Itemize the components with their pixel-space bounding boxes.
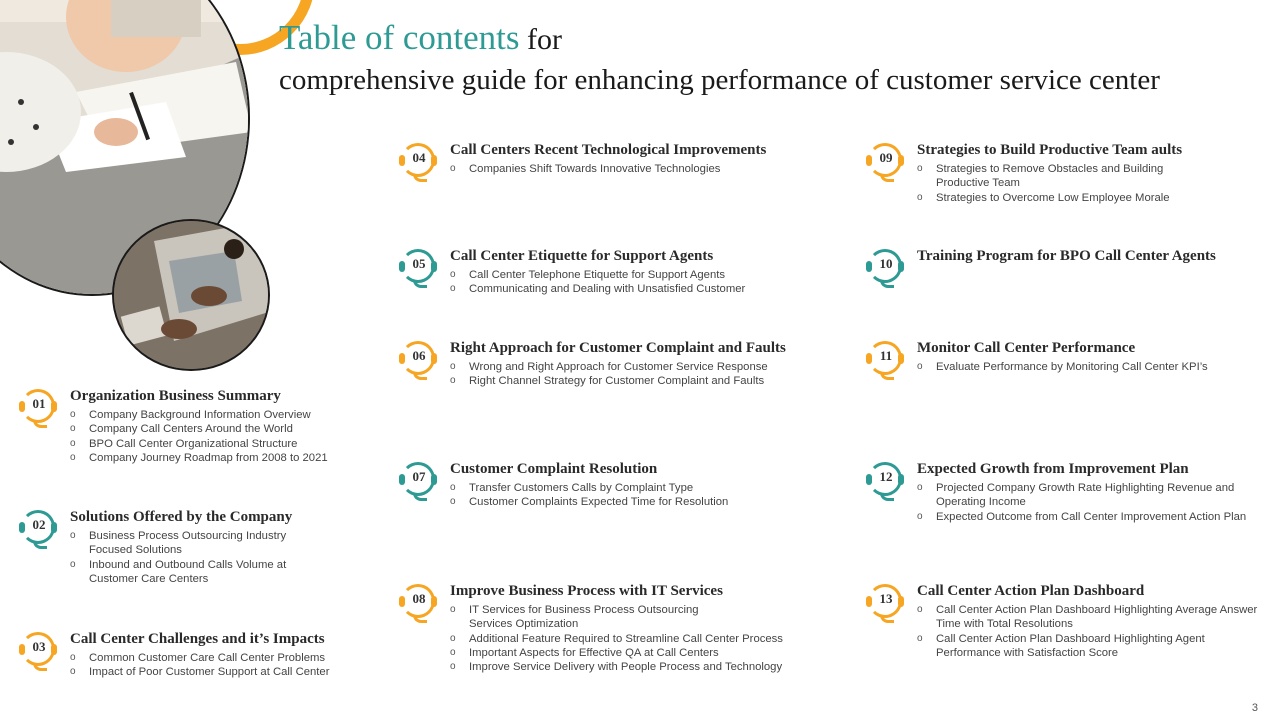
list-item: o Evaluate Performance by Monitoring Call Center KPI’s — [917, 360, 1247, 374]
list-item: o Company Background Information Overview — [70, 408, 360, 422]
list-item: o Call Center Action Plan Dashboard Highlighting Agent Performance with Satisfaction Score — [917, 632, 1262, 661]
list-item: o Improve Service Delivery with People Process and Technology — [450, 660, 815, 674]
list-item: o Additional Feature Required to Streamline Call Center Process — [450, 632, 815, 646]
section-number: 05 — [412, 256, 426, 271]
page-number: 3 — [1251, 702, 1258, 714]
headset-icon — [397, 338, 441, 384]
section-title: Call Center Challenges and it’s Impacts — [70, 631, 325, 647]
headset-icon — [397, 246, 441, 292]
list-item: o Call Center Telephone Etiquette for Support Agents — [450, 268, 810, 282]
section-number: 04 — [412, 150, 426, 165]
list-item: o Projected Company Growth Rate Highlighting Revenue and Operating Income — [917, 481, 1257, 510]
section-number: 13 — [879, 591, 893, 606]
section-title: Strategies to Build Productive Team aults — [917, 142, 1183, 158]
section-title: Customer Complaint Resolution — [450, 461, 658, 477]
headset-icon — [864, 459, 908, 505]
section-number: 09 — [879, 150, 893, 165]
list-item: o Common Customer Care Call Center Problems — [70, 651, 360, 665]
list-item: o Company Journey Roadmap from 2008 to 2021 — [70, 451, 360, 465]
section-title: Call Center Etiquette for Support Agents — [450, 248, 714, 264]
list-item: o Inbound and Outbound Calls Volume at Customer Care Centers — [70, 558, 315, 587]
list-item: o Important Aspects for Effective QA at Call Centers — [450, 646, 815, 660]
list-item: o Call Center Action Plan Dashboard Highlighting Average Answer Time with Total Resolutions — [917, 603, 1262, 632]
list-item: o Transfer Customers Calls by Complaint Type — [450, 481, 810, 495]
headset-icon — [397, 140, 441, 186]
section-title: Monitor Call Center Performance — [917, 340, 1136, 356]
section-title: Solutions Offered by the Company — [70, 509, 293, 525]
headset-icon — [397, 581, 441, 627]
list-item: o Expected Outcome from Call Center Improvement Action Plan — [917, 510, 1257, 524]
section-number: 08 — [412, 591, 426, 606]
section-number: 11 — [879, 348, 893, 363]
section-title: Call Centers Recent Technological Improvements — [450, 142, 767, 158]
headset-icon — [397, 459, 441, 505]
page-title: Table of contents for — [279, 18, 563, 57]
headset-icon — [17, 507, 61, 553]
section-number: 01 — [32, 396, 46, 411]
section-title: Organization Business Summary — [70, 388, 281, 404]
page-subtitle: comprehensive guide for enhancing performance of customer service center — [279, 64, 1160, 96]
section-title: Expected Growth from Improvement Plan — [917, 461, 1189, 477]
headset-icon — [17, 386, 61, 432]
section-number: 07 — [412, 469, 426, 484]
list-item: o Communicating and Dealing with Unsatisfied Customer — [450, 282, 810, 296]
list-item: o Business Process Outsourcing Industry Focused Solutions — [70, 529, 315, 558]
list-item: o Customer Complaints Expected Time for Resolution — [450, 495, 810, 509]
section-number: 10 — [879, 256, 893, 271]
list-item: o IT Services for Business Process Outsourcing Services Optimization — [450, 603, 739, 632]
list-item: o BPO Call Center Organizational Structure — [70, 437, 360, 451]
list-item: o Companies Shift Towards Innovative Technologies — [450, 162, 810, 176]
list-item: o Strategies to Remove Obstacles and Building Productive Team — [917, 162, 1217, 191]
section-title: Call Center Action Plan Dashboard — [917, 583, 1145, 599]
section-number: 06 — [412, 348, 426, 363]
list-item: o Strategies to Overcome Low Employee Morale — [917, 191, 1217, 205]
section-number: 02 — [32, 517, 46, 532]
list-item: o Impact of Poor Customer Support at Call Center — [70, 665, 360, 679]
headset-icon — [864, 338, 908, 384]
headset-icon — [17, 629, 61, 675]
headset-icon — [864, 140, 908, 186]
list-item: o Wrong and Right Approach for Customer Service Response — [450, 360, 810, 374]
section-title: Improve Business Process with IT Services — [450, 583, 723, 599]
section-number: 03 — [32, 639, 46, 654]
list-item: o Company Call Centers Around the World — [70, 422, 360, 436]
office-photo-small — [112, 219, 270, 371]
headset-icon — [864, 581, 908, 627]
headset-icon — [864, 246, 908, 292]
section-title: Right Approach for Customer Complaint and Faults — [450, 340, 786, 356]
list-item: o Right Channel Strategy for Customer Complaint and Faults — [450, 374, 810, 388]
section-title: Training Program for BPO Call Center Agents — [917, 248, 1216, 264]
section-number: 12 — [879, 469, 893, 484]
